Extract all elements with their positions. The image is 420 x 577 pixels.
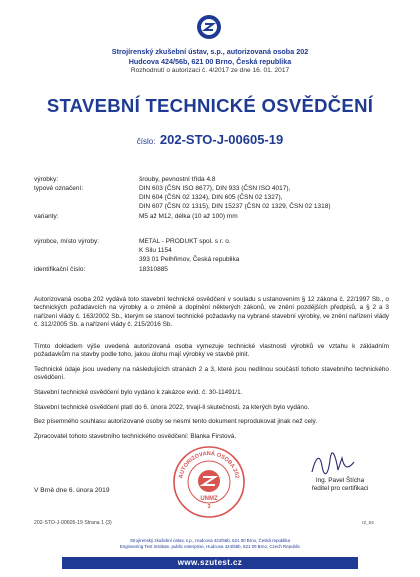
- signer-role: ředitel pro certifikaci: [311, 485, 369, 492]
- paragraph-legal-basis: Autorizovaná osoba 202 vydává toto stavební technické osvědčení v souladu s ustanovením § 12 zákona č. 22/1997 Sb., o technických požadavcích na výrobky a o změně a doplnění některých zákonů, ve znění pozdějších předpisů, a § 2 a 3 nařízení vlády č. 163/2002 Sb., kterým se stanoví technické požadavky na vybrané stavební výrobky, ve znění nařízení vlády č. 312/2005 Sb. a nařízení vlády č. 215/2016 Sb.: [34, 296, 389, 329]
- page-reference: 202-STO-J-00605-19 Strana 1 (3): [34, 520, 112, 526]
- form-code: r2_04: [362, 520, 374, 525]
- number-label: číslo:: [136, 137, 156, 146]
- signature-icon: [308, 452, 358, 478]
- szu-logo-icon: [196, 14, 222, 40]
- stamp-inner-text: UNMZ: [200, 496, 218, 502]
- header-address: Hudcova 424/56b, 621 00 Brno, Česká republika: [128, 57, 292, 66]
- footer-line-en: Engineering Test Institute, public enterprise, Hudcova 424/56b, 621 00 Brno, Czech Republic: [119, 544, 301, 549]
- field-label-vyrobky: výrobky:: [34, 176, 59, 183]
- field-value-vyrobce-3: 393 01 Pelhřimov, Česká republika: [139, 256, 240, 263]
- field-value-typ-3: DIN 607 (ČSN 02 1315), DIN 15237 (ČSN 02 1329, ČSN 02 1318): [139, 203, 331, 210]
- field-value-varianty: M5 až M12, délka (10 až 100) mm: [139, 213, 238, 220]
- document-title: STAVEBNÍ TECHNICKÉ OSVĚDČENÍ: [46, 95, 374, 116]
- field-label-ic: identifikační číslo:: [34, 266, 86, 273]
- stamp-arc-text: AUTORIZOVANÁ OSOBA 202: [178, 450, 240, 479]
- signer-name: Ing. Pavel Štícha: [315, 477, 365, 484]
- field-value-typ-2: DIN 604 (ČSN 02 1324), DIN 605 (ČSN 02 1327),: [139, 194, 283, 201]
- field-label-typ: typové označení:: [34, 185, 84, 192]
- stamp-number: 3: [207, 504, 211, 510]
- paragraph-reproduction: Bez písemného souhlasu autorizované osoby se nesmí tento dokument reprodukovat jinak než celý.: [34, 418, 318, 425]
- field-value-vyrobce-1: METAL - PRODUKT spol. s r. o.: [139, 238, 231, 245]
- footer-url[interactable]: www.szutest.cz: [177, 558, 243, 567]
- paragraph-author: Zpracovatel tohoto stavebního technického osvědčení: Blanka Firstová.: [34, 433, 237, 440]
- header-org-name: Strojírenský zkušební ústav, s.p., autorizovaná osoba 202: [111, 47, 309, 56]
- header-authorization: Rozhodnutí o autorizaci č. 4/2017 ze dne 16. 01. 2017: [130, 67, 290, 74]
- authorization-stamp-icon: [172, 445, 246, 519]
- paragraph-technical-data: Technické údaje jsou uvedeny na následujících stranách 2 a 3, které jsou nedílnou součástí tohoto stavebního technického osvědčení.: [34, 366, 389, 382]
- paragraph-scope: Tímto dokladem výše uvedená autorizovaná osoba vymezuje technické vlastnosti výrobků ve vztahu k základním požadavkům na stavby podle toho, jakou úlohu mají výrobky ve stavbě plnit.: [34, 343, 389, 359]
- issue-date: V Brně dne 6. února 2019: [34, 487, 110, 494]
- field-value-vyrobce-2: K Silu 1154: [139, 247, 172, 254]
- number-value: 202-STO-J-00605-19: [159, 132, 284, 147]
- field-value-vyrobky: šrouby, pevnostní třída 4.8: [139, 176, 216, 183]
- paragraph-order: Stavební technické osvědčení bylo vydáno k zakázce evid. č. 30-11491/1.: [34, 389, 243, 396]
- signer-block: [290, 477, 390, 493]
- certificate-number: [0, 131, 420, 149]
- footer-line-cz: Strojírenský zkušební ústav, s.p., Hudcova 424/56b, 621 00 Brno, Česká republika: [129, 538, 291, 543]
- field-value-typ-1: DIN 603 (ČSN ISO 8677), DIN 933 (ČSN ISO 4017),: [139, 185, 291, 192]
- field-label-vyrobce: výrobce, místo výroby:: [34, 238, 100, 245]
- field-label-varianty: varianty:: [34, 213, 59, 220]
- paragraph-validity: Stavební technické osvědčení platí do 6. února 2022, trvají-li skutečnosti, za kterých bylo vydáno.: [34, 404, 310, 411]
- field-value-ic: 18310885: [139, 266, 168, 273]
